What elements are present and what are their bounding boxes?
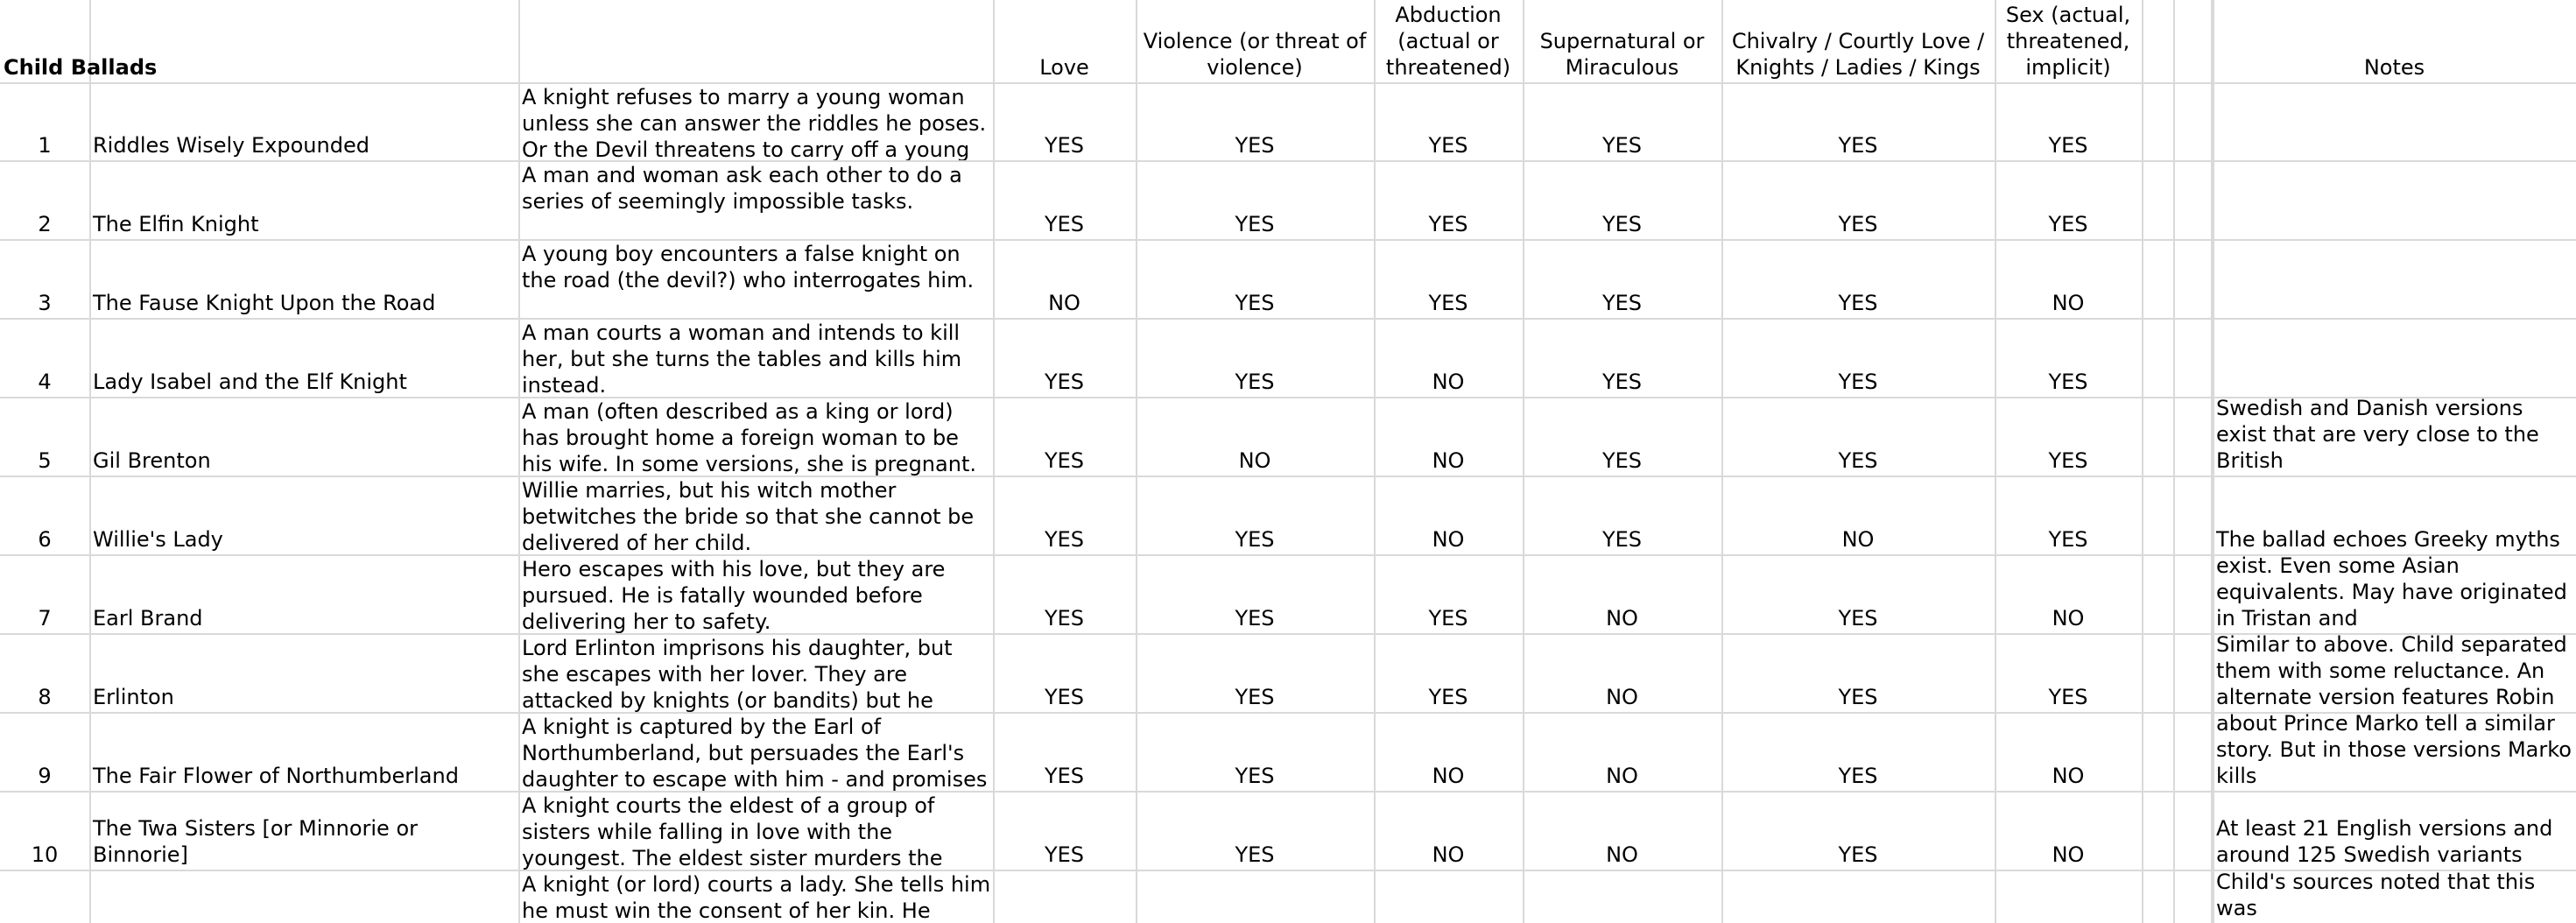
abduction-cell[interactable]: NO <box>1432 842 1465 867</box>
notes-cell[interactable] <box>2213 82 2576 160</box>
sex-cell[interactable] <box>1995 870 2142 923</box>
abduction-cell[interactable]: YES <box>1428 606 1468 631</box>
notes-cell-text: Similar to above. Child separated them with some reluctance. An alternate version features Robin <box>2216 633 2567 709</box>
title-cell[interactable] <box>89 870 518 923</box>
notes-cell[interactable] <box>2213 160 2576 239</box>
description-cell[interactable] <box>518 160 993 239</box>
title-cell[interactable]: Riddles Wisely Expounded <box>93 133 370 158</box>
num-cell[interactable]: 2 <box>38 212 52 236</box>
description-cell[interactable] <box>518 476 993 554</box>
love-cell[interactable]: YES <box>1044 448 1085 473</box>
description-cell[interactable] <box>518 239 993 318</box>
num-cell[interactable]: 1 <box>38 133 52 158</box>
sex-cell[interactable]: YES <box>2048 448 2088 473</box>
love-cell[interactable]: YES <box>1044 527 1085 552</box>
supernatural-cell[interactable]: NO <box>1606 685 1638 709</box>
violence-cell[interactable]: YES <box>1235 212 1275 236</box>
sheet-title[interactable]: Child Ballads <box>4 55 158 80</box>
title-cell[interactable]: Earl Brand <box>93 606 203 631</box>
notes-cell[interactable] <box>2213 239 2576 318</box>
num-cell[interactable]: 10 <box>31 842 59 867</box>
title-cell[interactable]: The Fair Flower of Northumberland <box>93 764 459 788</box>
chivalry-cell[interactable]: YES <box>1838 764 1878 788</box>
supernatural-cell[interactable]: NO <box>1606 842 1638 867</box>
description-cell-text: A knight courts the eldest of a group of sisters while falling in love with the youngest. The eldest sister murders the <box>522 793 943 870</box>
violence-cell[interactable]: YES <box>1235 370 1275 394</box>
header-abduction[interactable]: Abduction (actual or threatened) <box>1385 3 1511 80</box>
love-cell[interactable]: YES <box>1044 606 1085 631</box>
chivalry-cell[interactable]: YES <box>1838 291 1878 315</box>
notes-cell-text: exist. Even some Asian equivalents. May have originated in Tristan and <box>2216 554 2567 631</box>
chivalry-cell[interactable]: YES <box>1838 133 1878 158</box>
love-cell[interactable]: YES <box>1044 370 1085 394</box>
header-violence[interactable]: Violence (or threat of violence) <box>1143 29 1367 80</box>
title-cell[interactable]: Lady Isabel and the Elf Knight <box>93 370 407 394</box>
description-cell[interactable] <box>518 82 993 160</box>
header-sex[interactable]: Sex (actual, threatened, implicit) <box>2005 3 2131 80</box>
abduction-cell[interactable]: YES <box>1428 291 1468 315</box>
violence-cell[interactable]: YES <box>1235 527 1275 552</box>
chivalry-cell[interactable]: NO <box>1841 527 1875 552</box>
chivalry-cell[interactable]: YES <box>1838 685 1878 709</box>
num-cell[interactable] <box>0 870 89 923</box>
notes-cell[interactable] <box>2213 712 2576 791</box>
chivalry-cell[interactable]: YES <box>1838 212 1878 236</box>
notes-cell[interactable] <box>2213 397 2576 476</box>
description-cell-text: A man (often described as a king or lord) has brought home a foreign woman to be his wife. In some versions, she is pregnant. <box>522 399 976 476</box>
abduction-cell[interactable]: YES <box>1428 212 1468 236</box>
supernatural-cell[interactable]: YES <box>1601 448 1643 473</box>
column-gridline <box>2173 0 2175 923</box>
header-supernatural[interactable]: Supernatural or Miraculous <box>1539 29 1705 80</box>
chivalry-cell[interactable]: YES <box>1838 448 1878 473</box>
chivalry-cell[interactable] <box>1721 870 1995 923</box>
header-chivalry[interactable]: Chivalry / Courtly Love / Knights / Ladies / Kings <box>1731 29 1985 80</box>
num-cell[interactable]: 8 <box>38 685 52 709</box>
num-cell[interactable]: 6 <box>38 527 52 552</box>
chivalry-cell[interactable]: YES <box>1838 606 1878 631</box>
supernatural-cell[interactable] <box>1523 870 1721 923</box>
notes-cell-text: The ballad echoes Greeky myths <box>2216 527 2560 552</box>
love-cell[interactable]: NO <box>1048 291 1080 315</box>
notes-cell[interactable] <box>2213 476 2576 554</box>
supernatural-cell[interactable]: YES <box>1601 527 1643 552</box>
description-cell[interactable] <box>518 554 993 633</box>
description-cell[interactable] <box>518 712 993 791</box>
description-cell-text: A man and woman ask each other to do a series of seemingly impossible tasks. <box>522 163 962 214</box>
description-cell-text: Willie marries, but his witch mother betwitches the bride so that she cannot be delivered of her child. <box>522 478 975 554</box>
sex-cell[interactable]: NO <box>2052 842 2085 867</box>
sex-cell[interactable]: NO <box>2052 606 2085 631</box>
violence-cell[interactable]: YES <box>1235 291 1275 315</box>
notes-cell-text: At least 21 English versions and around 125 Swedish variants <box>2216 816 2553 867</box>
sex-cell[interactable]: NO <box>2052 764 2085 788</box>
description-cell-text: A knight is captured by the Earl of Northumberland, but persuades the Earl's daughter to escape with him - and promises <box>522 715 988 791</box>
notes-cell-text: about Prince Marko tell a similar story. But in those versions Marko kills <box>2216 712 2572 788</box>
supernatural-cell[interactable]: YES <box>1601 133 1643 158</box>
love-cell[interactable]: YES <box>1044 685 1085 709</box>
violence-cell[interactable]: NO <box>1238 448 1271 473</box>
supernatural-cell[interactable]: YES <box>1601 212 1643 236</box>
love-cell[interactable]: YES <box>1044 764 1085 788</box>
header-love[interactable]: Love <box>1039 55 1089 80</box>
title-cell[interactable]: The Twa Sisters [or Minnorie or Binnorie] <box>93 816 419 867</box>
title-cell[interactable]: Erlinton <box>93 685 174 709</box>
num-cell[interactable]: 4 <box>38 370 52 394</box>
description-cell-text: A knight refuses to marry a young woman unless she can answer the riddles he poses. Or the Devil threatens to carry off a young <box>522 85 987 160</box>
love-cell[interactable]: YES <box>1044 842 1085 867</box>
violence-cell[interactable]: YES <box>1235 842 1275 867</box>
description-cell[interactable] <box>518 397 993 476</box>
description-cell-text: A knight (or lord) courts a lady. She tells him he must win the consent of her kin. He <box>522 872 991 923</box>
column-gridline <box>2142 0 2143 923</box>
violence-cell[interactable]: YES <box>1235 606 1275 631</box>
description-cell-text: Hero escapes with his love, but they are pursued. He is fatally wounded before delivering her to safety. <box>522 557 946 633</box>
violence-cell[interactable] <box>1136 870 1374 923</box>
notes-cell[interactable] <box>2213 870 2576 923</box>
notes-cell[interactable] <box>2213 633 2576 712</box>
sex-cell[interactable]: YES <box>2048 212 2088 236</box>
violence-cell[interactable]: YES <box>1235 133 1275 158</box>
num-cell[interactable]: 9 <box>38 764 52 788</box>
sex-cell[interactable]: YES <box>2048 370 2088 394</box>
description-cell[interactable] <box>518 791 993 870</box>
abduction-cell[interactable]: NO <box>1432 448 1465 473</box>
abduction-cell[interactable]: NO <box>1432 370 1465 394</box>
sex-cell[interactable]: YES <box>2048 685 2088 709</box>
abduction-cell[interactable]: YES <box>1428 685 1468 709</box>
chivalry-cell[interactable]: YES <box>1838 370 1878 394</box>
notes-cell-text: Child's sources noted that this was <box>2216 870 2536 920</box>
description-cell-text: A man courts a woman and intends to kill her, but she turns the tables and kills him instead. <box>522 321 962 397</box>
supernatural-cell[interactable]: YES <box>1601 291 1643 315</box>
violence-cell[interactable]: YES <box>1235 764 1275 788</box>
love-cell[interactable]: YES <box>1044 133 1085 158</box>
description-cell[interactable] <box>518 870 993 923</box>
notes-cell[interactable] <box>2213 554 2576 633</box>
title-cell[interactable]: The Fause Knight Upon the Road <box>93 291 436 315</box>
notes-cell-text: Swedish and Danish versions exist that are very close to the British <box>2216 397 2539 473</box>
num-cell[interactable]: 7 <box>38 606 52 631</box>
notes-cell[interactable] <box>2213 318 2576 397</box>
num-cell[interactable]: 3 <box>38 291 52 315</box>
notes-cell[interactable] <box>2213 791 2576 870</box>
title-cell[interactable]: Gil Brenton <box>93 448 211 473</box>
title-cell[interactable]: The Elfin Knight <box>93 212 259 236</box>
abduction-cell[interactable] <box>1374 870 1523 923</box>
num-cell[interactable]: 5 <box>38 448 52 473</box>
abduction-cell[interactable]: NO <box>1432 527 1465 552</box>
sex-cell[interactable]: YES <box>2048 527 2088 552</box>
supernatural-cell[interactable]: YES <box>1601 370 1643 394</box>
supernatural-cell[interactable]: NO <box>1606 764 1638 788</box>
love-cell[interactable]: YES <box>1044 212 1085 236</box>
description-cell[interactable] <box>518 318 993 397</box>
description-cell-text: Lord Erlinton imprisons his daughter, but she escapes with her lover. They are attacked by knights (or bandits) but he <box>522 636 953 712</box>
description-cell[interactable] <box>518 633 993 712</box>
chivalry-cell[interactable]: YES <box>1838 842 1878 867</box>
sex-cell[interactable]: YES <box>2048 133 2088 158</box>
title-cell[interactable]: Willie's Lady <box>93 527 223 552</box>
description-cell-text: A young boy encounters a false knight on the road (the devil?) who interrogates him. <box>522 242 975 292</box>
love-cell[interactable] <box>993 870 1136 923</box>
supernatural-cell[interactable]: NO <box>1606 606 1638 631</box>
violence-cell[interactable]: YES <box>1235 685 1275 709</box>
header-notes[interactable]: Notes <box>2363 55 2425 80</box>
abduction-cell[interactable]: NO <box>1432 764 1465 788</box>
abduction-cell[interactable]: YES <box>1428 133 1468 158</box>
sex-cell[interactable]: NO <box>2052 291 2085 315</box>
